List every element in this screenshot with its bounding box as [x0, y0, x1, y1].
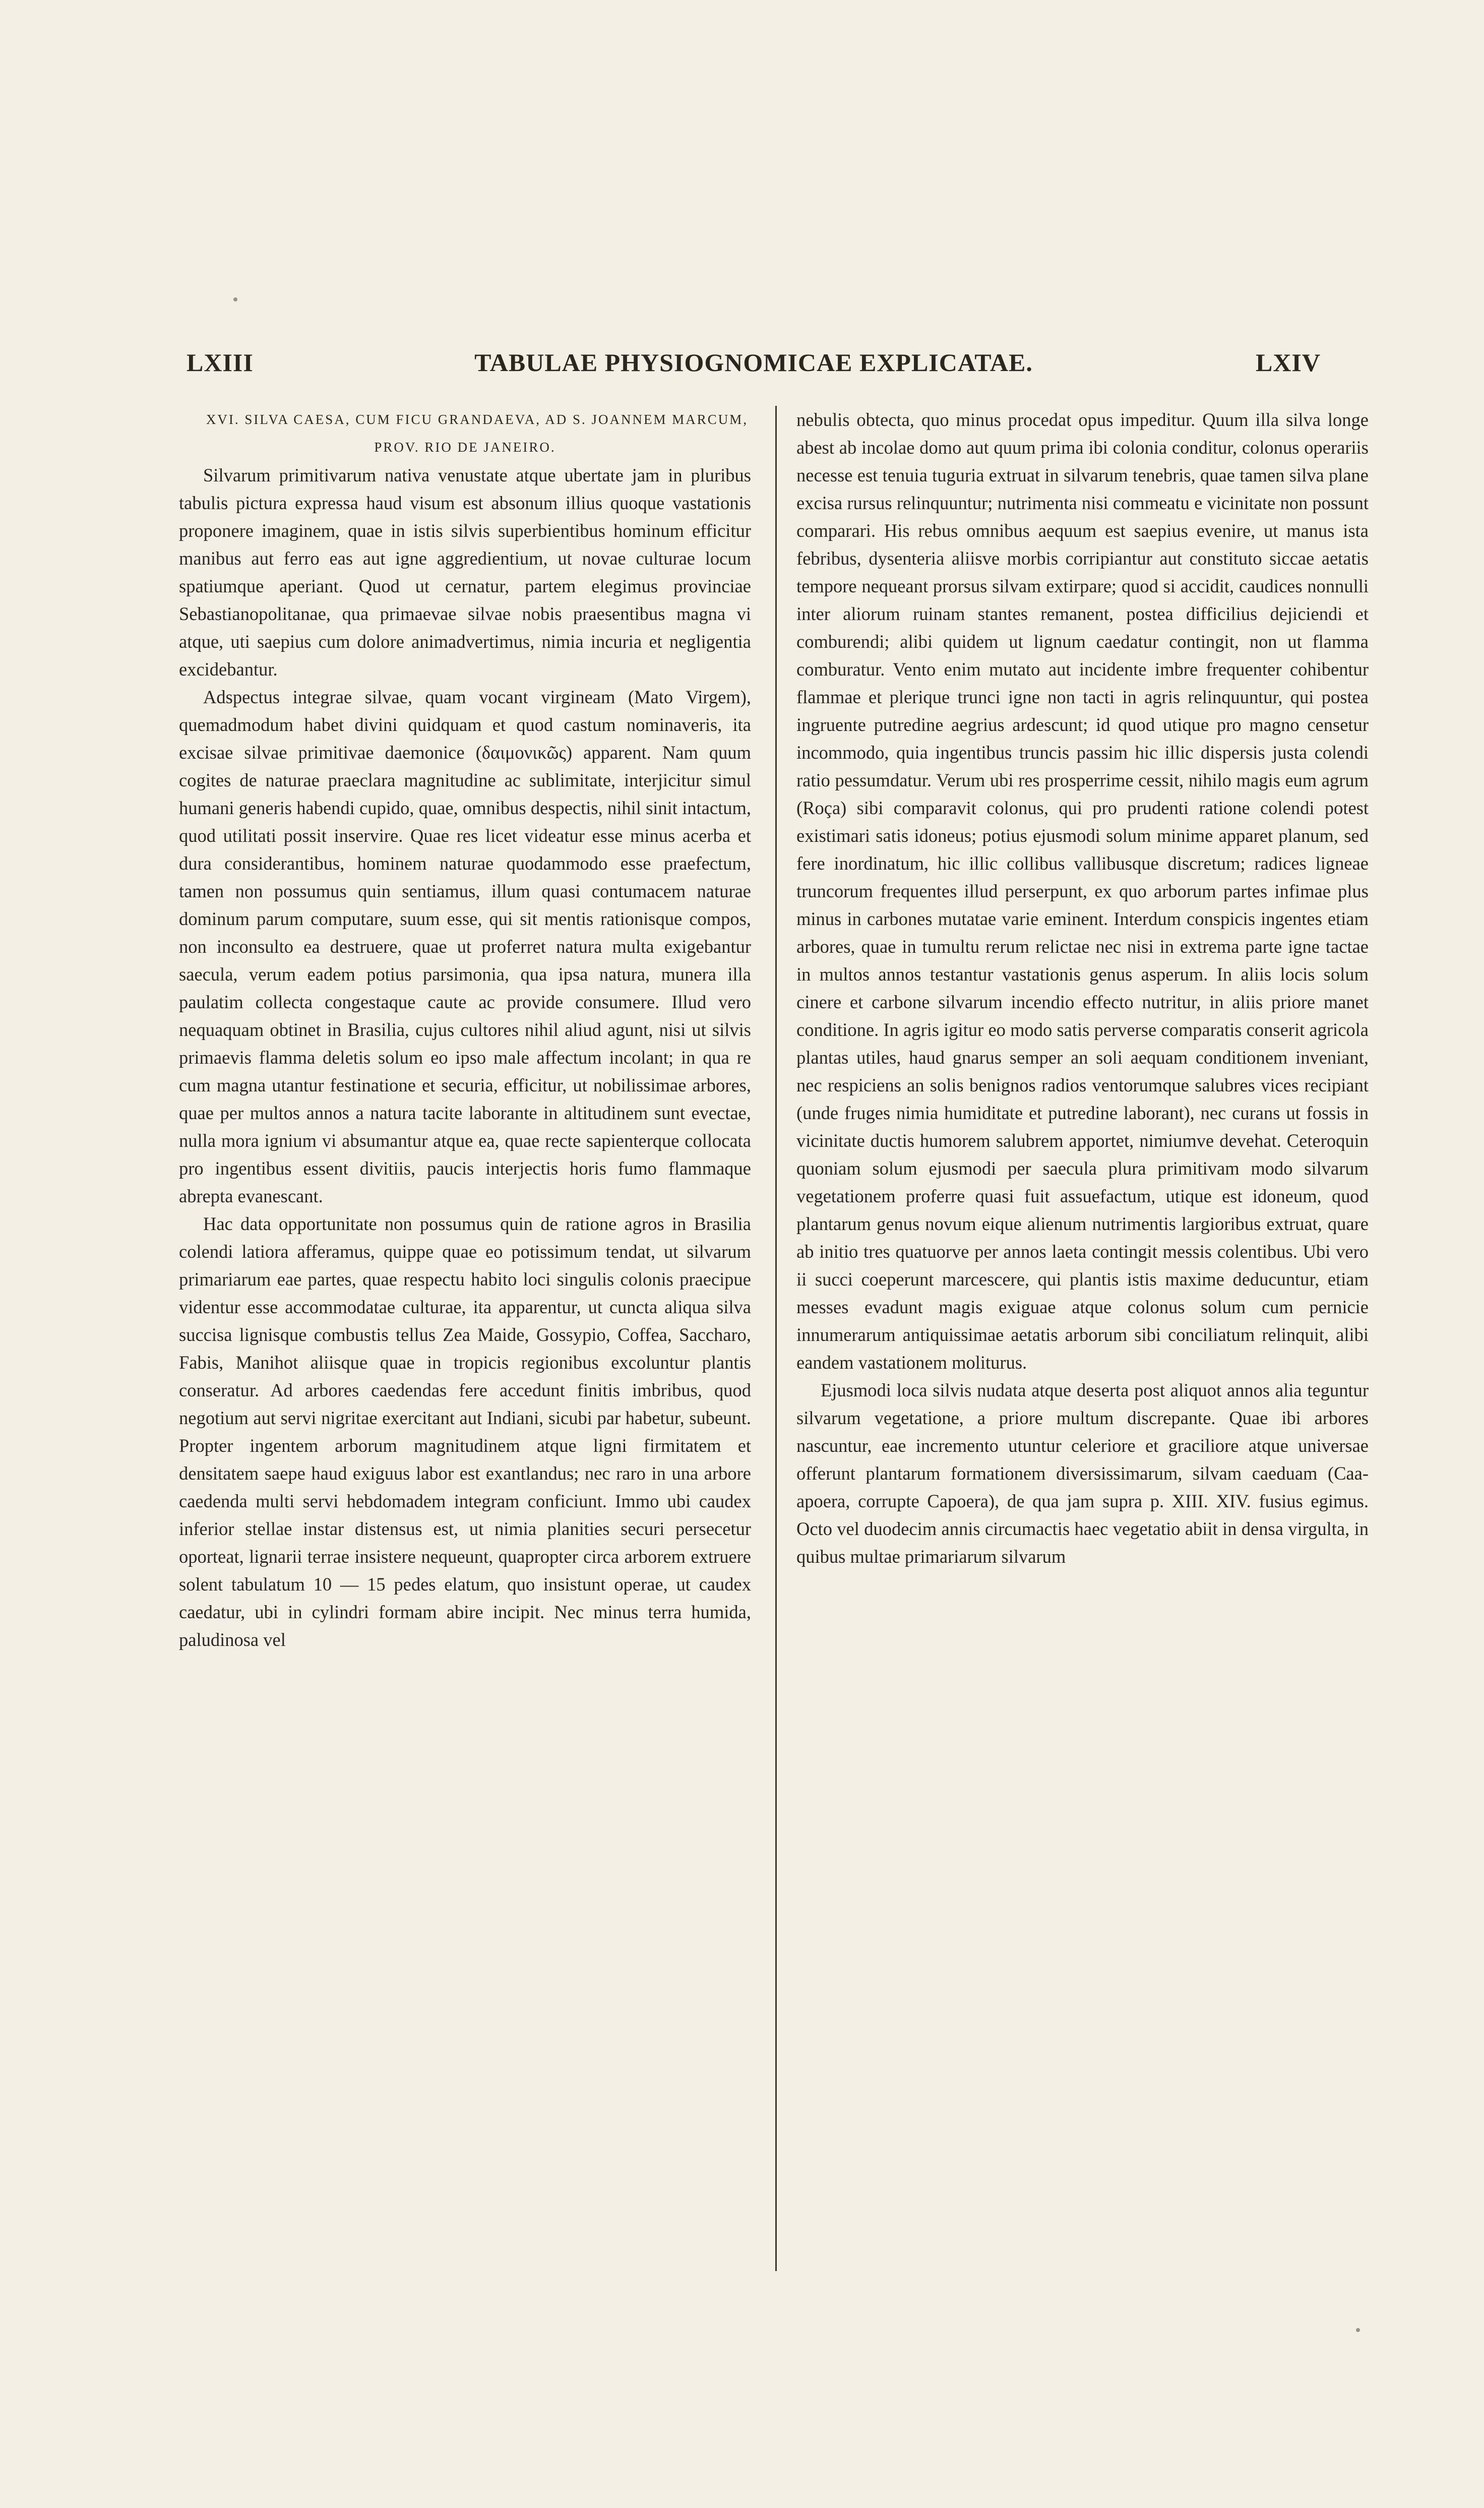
paragraph: Hac data opportunitate non possumus quin de ratione agros in Brasilia colendi latiora afferamus, quippe quae eo potissimum tendat, ut silvarum primariarum eae partes, quae respectu habito loci singulis colonis praecipue videntur esse accommodatae culturae, ita apparentur, ut cuncta aliqua silva succisa lignisque combustis tellus Zea Maide, Gossypio, Coffea, Saccharo, Fabis, Manihot aliisque quae in tropicis regionibus excoluntur plantis conseratur. Ad arbores caedendas fere accedunt finitis imbribus, quod negotium aut servi nigritae exercitant aut Indiani, sicubi par habetur, subeunt. Propter ingentem arborum magnitudinem atque ligni firmitatem et densitatem saepe haud exiguus labor est exantlandus; nec raro in una arbore caedenda multi servi hebdomadem integram conficiunt. Immo ubi caudex inferior stellae instar distensus est, ut nimia planities securi persecetur oporteat, lignarii terrae insistere nequeunt, quapropter circa arborem extruere solent tabulatum 10 — 15 pedes elatum, quo insistunt operae, ut caudex caedatur, ubi in cylindri formam abire incipit. Nec minus terra humida, paludinosa vel: [179, 1213, 751, 1650]
page-number-left: LXIII: [187, 348, 254, 377]
ink-speck: [233, 297, 237, 301]
paragraph: Adspectus integrae silvae, quam vocant virgineam (Mato Virgem), quemadmodum habet divini quidquam et quod castum nominaveris, ita excisae silvae primitivae daemonice (δαιμονικῶς) apparent. Nam quum cogites de naturae praeclara magnitudine ac sublimitate, interjicitur simul humani generis habendi cupido, quae, omnibus despectis, nihil sinit intactum, quod utilitati possit inservire. Quae res licet videatur esse minus acerba et dura considerantibus, hominem naturae quodammodo esse praefectum, tamen non possumus quin sentiamus, illum quasi contumacem naturae dominum parum computare, suum esse, qui sit mentis rationisque compos, non inconsulto ea destruere, quae ut proferret natura multa exigebantur saecula, verum eadem potius parsimonia, qua ipsa natura, munera illa paulatim collecta congestaque caute ac provide consumere. Illud vero nequaquam obtinet in Brasilia, cujus cultores nihil aliud agunt, nisi ut silvis primaevis flamma deletis solum eo ipso male affectum incolant; in qua re cum magna utantur festinatione et securia, efficitur, ut nobilissimae arbores, quae per multos annos a natura tacite laborante in altitudinem sunt evectae, nulla mora ignium vi absumantur atque ea, quae recte sapienterque collocata pro ingentibus essent divitiis, paucis interjectis horis fumo flammaque abrepta evanescant.: [179, 687, 751, 1206]
section-heading: XVI. SILVA CAESA, CUM FICU GRANDAEVA, AD S. JOANNEM MARCUM, PROV. RIO DE JANEIRO.: [206, 412, 749, 455]
left-column: [179, 406, 751, 1654]
running-title: TABULAE PHYSIOGNOMICAE EXPLICATAE.: [474, 348, 1033, 377]
paragraph: nebulis obtecta, quo minus procedat opus impeditur. Quum illa silva longe abest ab incolae domo aut quum prima ibi colonia conditur, colonus operariis necesse est tenuia tuguria extruat in silvarum tenebris, quae tamen silva plane excisa rursus relinquuntur; nutrimenta nisi commeatu e vicinitate non possunt comparari. His rebus omnibus aequum est saepius evenire, ut manus ista febribus, dysenteria aliisve morbis corripiantur aut constituto siccae aetatis tempore nequeant prorsus silvam extirpare; quod si accidit, caudices nonnulli inter aliorum ruinam stantes remanent, postea difficilius dejiciendi et comburendi; alibi quidem ut lignum caedatur contingit, non ut flamma comburatur. Vento enim mutato aut incidente imbre frequenter cohibentur flammae et plerique trunci igne non tacti in agris relinquuntur, qui postea ingruente putredine aegrius ardescunt; id quod utique pro magno censetur incommodo, quia ingentibus truncis passim hic illic dispersis justa colendi ratio pessumdatur. Verum ubi res prosperrime cessit, nihilo magis eum agrum (Roça) sibi comparavit colonus, qui pro prudenti ratione colendi potest existimari satis idoneus; potius ejusmodi solum minime apparet planum, sed fere inordinatum, hic illic collibus vallibusque discretum; radices ligneae truncorum frequentes illud perserpunt, ex quo arborum partes infimae plus minus in carbones mutatae varie eminent. Interdum conspicis ingentes etiam arbores, quae in tumultu rerum relictae nec nisi in extrema parte igne tactae in multos annos testantur vastationis genus asperum. In aliis locis solum cinere et carbone silvarum incendio effecto nutritur, in aliis priore manet conditione. In agris igitur eo modo satis perverse comparatis conserit agricola plantas utiles, haud gnarus semper an soli aequam conditionem inveniant, nec respiciens an solis benignos radios ventorumque salubres vices recipiant (unde fruges nimia humiditate et putredine laborant), nec curans ut fossis in vicinitate ductis humorem salubrem apportet, nimiumve devehat. Ceteroquin quoniam solum ejusmodi per saecula plura primitivam modo silvarum vegetationem proferre quasi fuit assuefactum, utique est idoneum, quod plantarum genus novum eique alienum nutrimentis largioribus extruat, quare ab initio tres quatuorve per annos laeta contingit messis colentibus. Ubi vero ii succi coeperunt marcescere, qui plantis istis maxime deducuntur, etiam messes evadunt magis exiguae atque colonus solum cum pernicie innumerarum antiquissimae aetatis arborum sibi conciliatum relinquit, alibi eandem vastationem moliturus.: [796, 409, 1369, 1373]
paragraph: Silvarum primitivarum nativa venustate atque ubertate jam in pluribus tabulis pictura expressa haud visum est absonum illius quoque vastationis proponere imaginem, quae in istis silvis superbientibus hominum efficitur manibus aut ferro eas aut igne aggredientium, ut novae culturae locum spatiumque aperiant. Quod ut cernatur, partem elegimus provinciae Sebastianopolitanae, qua primaevae silvae nobis praesentibus magna vi atque, uti saepius cum dolore animadvertimus, nimia incuria et negligentia excidebantur.: [179, 465, 751, 680]
page-number-right: LXIV: [1255, 348, 1321, 377]
column-divider: [775, 406, 777, 2271]
ink-speck: [1356, 2328, 1360, 2332]
paragraph: Ejusmodi loca silvis nudata atque deserta post aliquot annos alia teguntur silvarum vegetatione, a priore multum discrepante. Quae ibi arbores nascuntur, eae incremento utuntur celeriore et graciliore atque universae offerunt plantarum formationem diversissimarum, silvam caeduam (Caa-apoera, corrupte Capoera), de qua jam supra p. XIII. XIV. fusius egimus. Octo vel duodecim annis circumactis haec vegetatio abiit in densa virgulta, in quibus multae primariarum silvarum: [796, 1380, 1369, 1567]
page-header: [187, 348, 1321, 388]
right-column: [796, 406, 1369, 1570]
